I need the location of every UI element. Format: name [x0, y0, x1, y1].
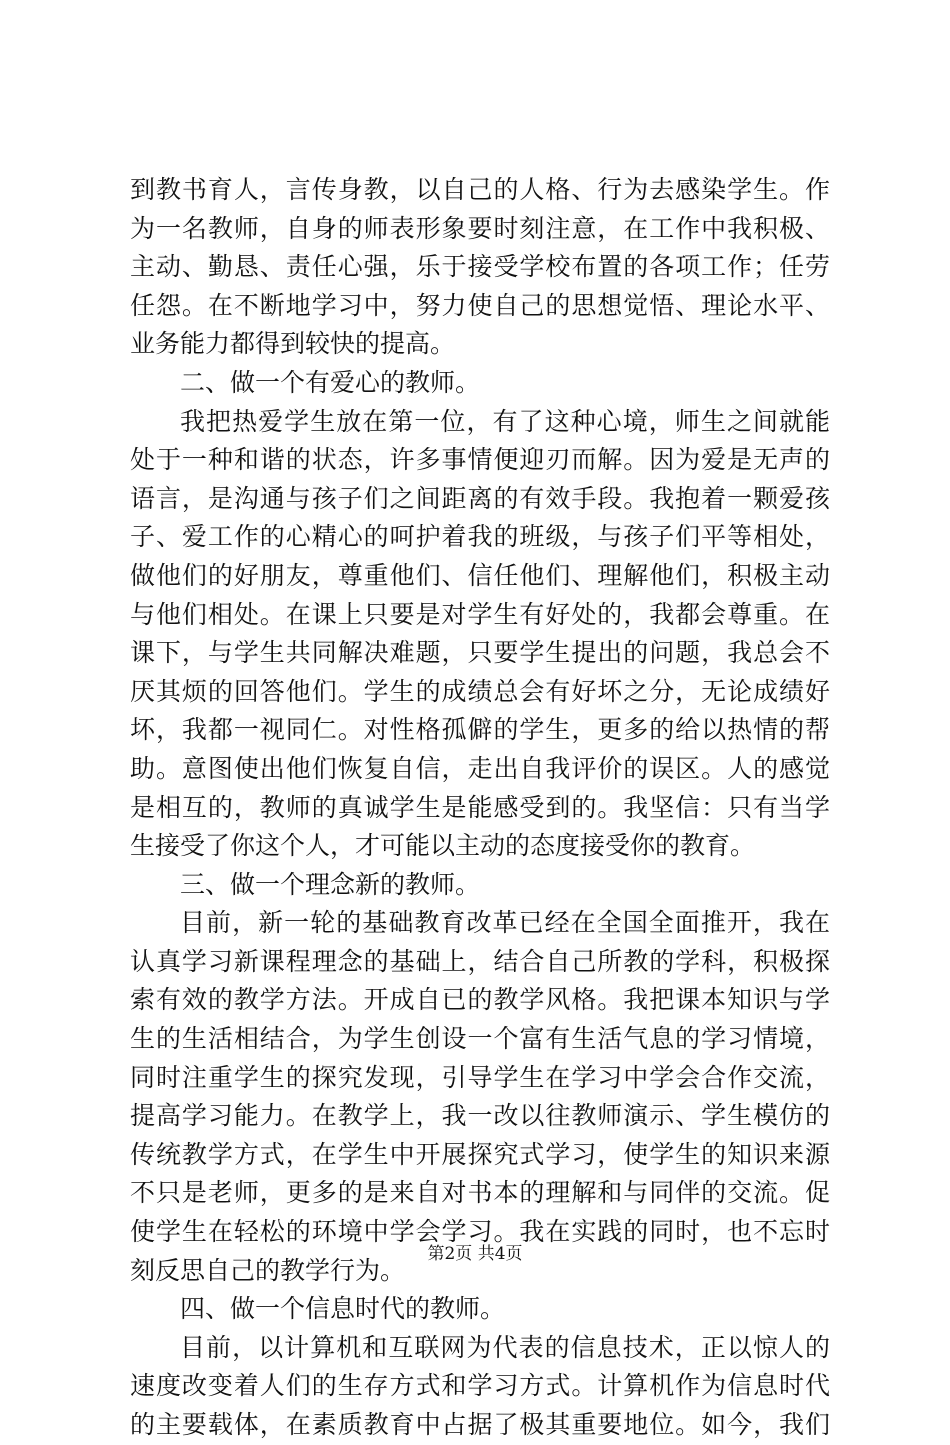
- text-line: 目前，以计算机和互联网为代表的信息技术，正以惊人的: [180, 1332, 830, 1362]
- text-line: 做他们的好朋友，尊重他们、信任他们、理解他们，积极主动: [130, 560, 830, 590]
- text-line: 助。意图使出他们恢复自信，走出自我评价的误区。人的感觉: [130, 753, 830, 783]
- text-line: 生接受了你这个人，才可能以主动的态度接受你的教育。: [130, 831, 756, 861]
- text-line: 不只是老师，更多的是来自对书本的理解和与同伴的交流。促: [130, 1178, 830, 1208]
- text-line: 生的生活相结合，为学生创设一个富有生活气息的学习情境，: [130, 1024, 830, 1054]
- section-heading: 二、做一个有爱心的教师。: [180, 367, 481, 397]
- section-heading: 三、做一个理念新的教师。: [180, 869, 481, 899]
- text-line: 速度改变着人们的生存方式和学习方式。计算机作为信息时代: [130, 1371, 830, 1401]
- text-line: 刻反思自己的教学行为。: [130, 1255, 406, 1285]
- text-line: 使学生在轻松的环境中学会学习。我在实践的同时，也不忘时: [130, 1217, 830, 1247]
- text-line: 同时注重学生的探究发现，引导学生在学习中学会合作交流，: [130, 1062, 830, 1092]
- text-line: 认真学习新课程理念的基础上，结合自己所教的学科，积极探: [130, 946, 830, 976]
- text-line: 的主要载体，在素质教育中占据了极其重要地位。如今，我们: [130, 1410, 830, 1439]
- text-line: 到教书育人，言传身教，以自己的人格、行为去感染学生。作: [130, 175, 830, 204]
- text-line: 课下，与学生共同解决难题，只要学生提出的问题，我总会不: [130, 638, 830, 668]
- page-number-footer: 第2页 共4页: [427, 1244, 523, 1264]
- text-line: 坏，我都一视同仁。对性格孤僻的学生，更多的给以热情的帮: [130, 715, 830, 745]
- text-line: 任怨。在不断地学习中，努力使自己的思想觉悟、理论水平、: [130, 290, 830, 320]
- text-line: 处于一种和谐的状态，许多事情便迎刃而解。因为爱是无声的: [130, 445, 830, 475]
- text-line: 传统教学方式，在学生中开展探究式学习，使学生的知识来源: [130, 1139, 830, 1169]
- section-heading: 四、做一个信息时代的教师。: [180, 1294, 506, 1324]
- text-line: 是相互的，教师的真诚学生是能感受到的。我坚信：只有当学: [130, 792, 830, 822]
- text-line: 索有效的教学方法。开成自已的教学风格。我把课本知识与学: [130, 985, 830, 1015]
- text-line: 语言，是沟通与孩子们之间距离的有效手段。我抱着一颗爱孩: [130, 483, 830, 513]
- text-line: 为一名教师，自身的师表形象要时刻注意，在工作中我积极、: [130, 213, 830, 243]
- text-line: 我把热爱学生放在第一位，有了这种心境，师生之间就能: [180, 406, 830, 436]
- text-line: 提高学习能力。在教学上，我一改以往教师演示、学生模仿的: [130, 1101, 830, 1131]
- text-line: 子、爱工作的心精心的呵护着我的班级，与孩子们平等相处，: [130, 522, 830, 552]
- text-line: 厌其烦的回答他们。学生的成绩总会有好坏之分，无论成绩好: [130, 676, 830, 706]
- text-line: 目前，新一轮的基础教育改革已经在全国全面推开，我在: [180, 908, 830, 938]
- text-line: 与他们相处。在课上只要是对学生有好处的，我都会尊重。在: [130, 599, 830, 629]
- text-line: 业务能力都得到较快的提高。: [130, 329, 456, 359]
- text-line: 主动、勤恳、责任心强，乐于接受学校布置的各项工作；任劳: [130, 252, 830, 282]
